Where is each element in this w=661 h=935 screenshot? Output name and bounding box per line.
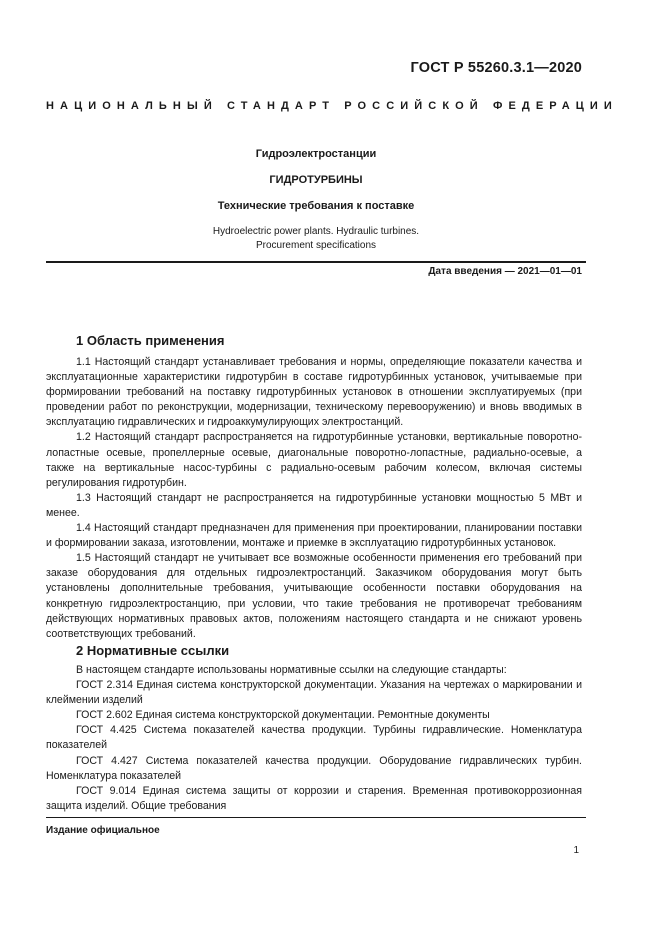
section-2-body — [46, 663, 582, 814]
section-1-body — [46, 355, 582, 642]
paragraph-1-2: 1.2 Настоящий стандарт распространяется на гидротурбинные установки, вертикальные поворотно-лопастные осевые, пропеллерные осевые, диагональные поворотно-лопастные, радиально-осевые, а также на вертикальные насос-турбины с радиально-осевым рабочим колесом, включая системы регулирования гидротурбин. — [46, 431, 582, 489]
subject-heading: Гидроэлектростанции — [255, 148, 377, 160]
edition-label: Издание официальное — [46, 825, 160, 836]
title-divider — [46, 261, 586, 263]
paragraph-1-3: 1.3 Настоящий стандарт не распространяется на гидротурбинные установки мощностью 5 МВт и менее. — [46, 491, 582, 519]
document-subtitle: Технические требования к поставке — [217, 200, 415, 212]
reference-item: ГОСТ 2.314 Единая система конструкторской документации. Указания на чертежах о маркировании и клеймении изделий — [46, 679, 582, 707]
english-title-line-1: Hydroelectric power plants. Hydraulic turbines. — [212, 226, 420, 237]
introduction-date: Дата введения — 2021—01—01 — [428, 266, 582, 277]
english-title-line-2: Procurement specifications — [255, 240, 377, 251]
section-1-heading: 1 Область применения — [76, 333, 225, 348]
paragraph-1-1: 1.1 Настоящий стандарт устанавливает требования и нормы, определяющие показатели качества и эксплуатационные характеристики гидротурбин в составе гидротурбинных установок, учитываемые при формировании требований на поставку гидротурбинных установок в отношении эксплуатируемых (при проведении работ по реконструкции, модернизации, техническому перевооружению) и вновь вводимых в эксплуатацию гидравлических и гидроаккумулирующих электростанций. — [46, 356, 582, 429]
national-standard-heading: НАЦИОНАЛЬНЫЙ СТАНДАРТ РОССИЙСКОЙ ФЕДЕРАЦИИ — [46, 100, 618, 112]
paragraph-1-4: 1.4 Настоящий стандарт предназначен для применения при проектировании, планировании поставки и формировании заказа, изготовлении, монтаже и приемке в эксплуатацию гидротурбинных установок. — [46, 522, 582, 550]
paragraph-1-5: 1.5 Настоящий стандарт не учитывает все возможные особенности применения его требований при заказе оборудования для отдельных гидроэлектростанций. Заказчиком оборудования могут быть установлены дополнительные требования, учитывающие особенности поставки оборудования на конкретную гидроэлектростанцию, при условии, что такие требования не противоречат требованиям действующих нормативных правовых актов, положениям настоящего стандарта и не снижают уровень соответствующих требований. — [46, 552, 582, 640]
references-intro: В настоящем стандарте использованы нормативные ссылки на следующие стандарты: — [76, 664, 507, 676]
page-number: 1 — [573, 845, 579, 856]
footer-divider — [46, 817, 586, 818]
reference-item: ГОСТ 9.014 Единая система защиты от коррозии и старения. Временная противокоррозионная защита изделий. Общие требования — [46, 784, 582, 812]
document-title: ГИДРОТУРБИНЫ — [269, 174, 363, 186]
reference-item: ГОСТ 4.425 Система показателей качества продукции. Турбины гидравлические. Номенклатура показателей — [46, 724, 582, 752]
section-2-heading: 2 Нормативные ссылки — [76, 643, 230, 658]
reference-item: ГОСТ 2.602 Единая система конструкторской документации. Ремонтные документы — [76, 709, 490, 722]
english-title — [46, 225, 586, 253]
reference-item: ГОСТ 4.427 Система показателей качества продукции. Оборудование гидравлических турбин. Номенклатура показателей — [46, 754, 582, 782]
document-number: ГОСТ Р 55260.3.1—2020 — [410, 60, 582, 76]
